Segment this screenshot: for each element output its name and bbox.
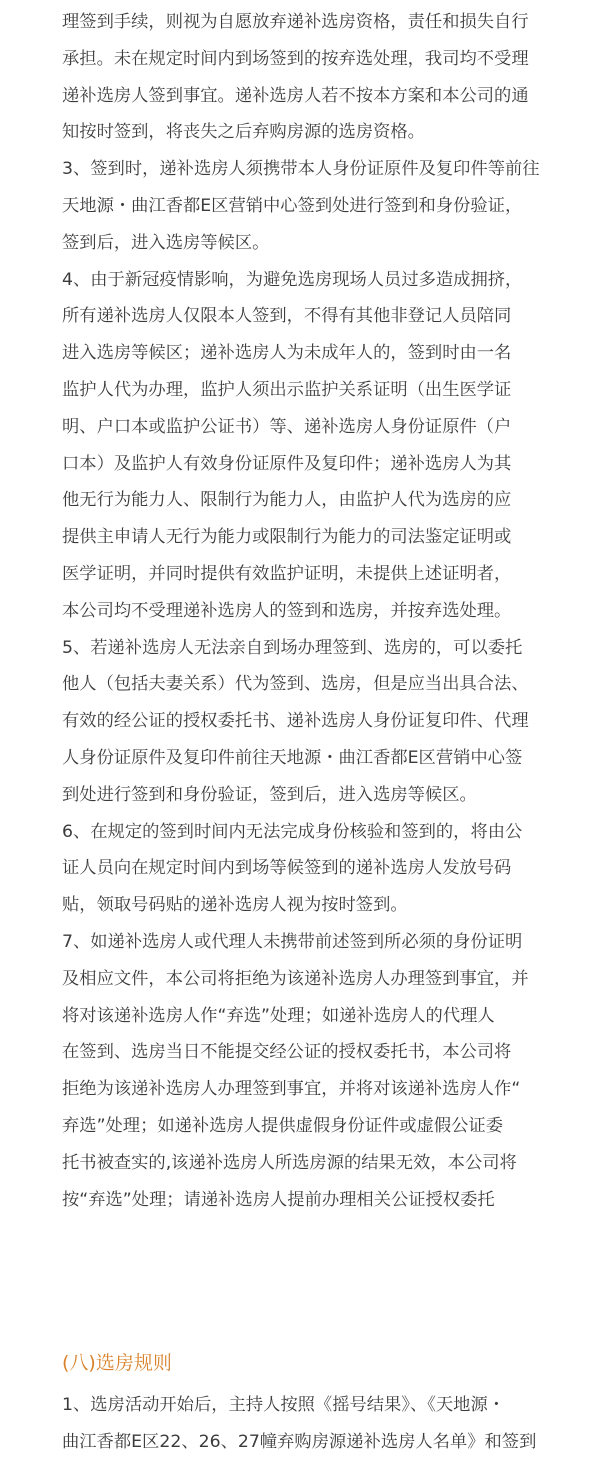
text-line: 本公司均不受理递补选房人的签到和选房，并按弃选处理。 [62,600,512,621]
text-line: 承担。未在规定时间内到场签到的按弃选处理，我司均不受理 [62,48,529,69]
text-line: 监护人代为办理，监护人须出示监护关系证明（出生医学证 [62,379,512,400]
text-line: 所有递补选房人仅限本人签到，不得有其他非登记人员陪同 [62,306,512,327]
text-line: 到处进行签到和身份验证，签到后，进入选房等候区。 [62,784,477,805]
text-line: 人身份证原件及复印件前往天地源・曲江香都E区营销中心签 [62,747,523,768]
text-line: 明、户口本或监护公证书）等、递补选房人身份证原件（户 [62,416,512,437]
text-line: 证人员向在规定时间内到场等候签到的递补选房人发放号码 [62,858,512,879]
text-line: 1、选房活动开始后，主持人按照《摇号结果》、《天地源・ [62,1395,506,1415]
text-line: 按“弃选”处理；请递补选房人提前办理相关公证授权委托 [62,1189,495,1210]
text-line: 及相应文件，本公司将拒绝为该递补选房人办理签到事宜，并 [62,968,529,989]
text-line: 6、在规定的签到时间内无法完成身份核验和签到的，将由公 [62,821,523,842]
text-line: 4、由于新冠疫情影响，为避免选房现场人员过多造成拥挤， [62,269,523,290]
document-body [62,4,552,1218]
text-line: 他无行为能力人、限制行为能力人，由监护人代为选房的应 [62,490,512,511]
text-line: 拒绝为该递补选房人办理签到事宜，并将对该递补选房人作“ [62,1079,521,1100]
text-line: 托书被查实的,该递补选房人所选房源的结果无效，本公司将 [62,1152,517,1173]
text-line: 将对该递补选房人作“弃选”处理；如递补选房人的代理人 [62,1005,495,1026]
text-line: 曲江香都E区22、26、27幢弃购房源递补选房人名单》和签到 [62,1431,537,1452]
text-line: 弃选”处理；如递补选房人提供虚假身份证件或虚假公证委 [62,1115,503,1136]
text-line: 知按时签到，将丧失之后弃购房源的选房资格。 [62,122,425,143]
section-title: (八)选房规则 [62,1352,172,1374]
text-line: 提供主申请人无行为能力或限制行为能力的司法鉴定证明或 [62,527,512,548]
text-line: 3、签到时，递补选房人须携带本人身份证原件及复印件等前往 [62,159,540,180]
text-line: 签到后，进入选房等候区。 [62,232,270,253]
text-line: 进入选房等候区；递补选房人为未成年人的，签到时由一名 [62,343,512,364]
text-line: 5、若递补选房人无法亲自到场办理签到、选房的，可以委托 [62,637,523,658]
text-line: 他人（包括夫妻关系）代为签到、选房，但是应当出具合法、 [62,674,529,695]
text-line: 有效的经公证的授权委托书、递补选房人身份证复印件、代理 [62,711,529,732]
text-line: 理签到手续，则视为自愿放弃递补选房资格，责任和损失自行 [62,12,529,32]
text-line: 贴，领取号码贴的递补选房人视为按时签到。 [62,895,408,916]
text-line: 天地源・曲江香都E区营销中心签到处进行签到和身份验证， [62,195,523,216]
text-line: 医学证明，并同时提供有效监护证明，未提供上述证明者， [62,563,512,584]
text-line: 在签到、选房当日不能提交经公证的授权委托书，本公司将 [62,1042,512,1063]
text-line: 递补选房人签到事宜。递补选房人若不按本方案和本公司的通 [62,85,529,106]
section-body [62,1387,552,1461]
text-line: 7、如递补选房人或代理人未携带前述签到所必须的身份证明 [62,931,523,952]
text-line: 口本）及监护人有效身份证原件及复印件；递补选房人为其 [62,453,512,474]
